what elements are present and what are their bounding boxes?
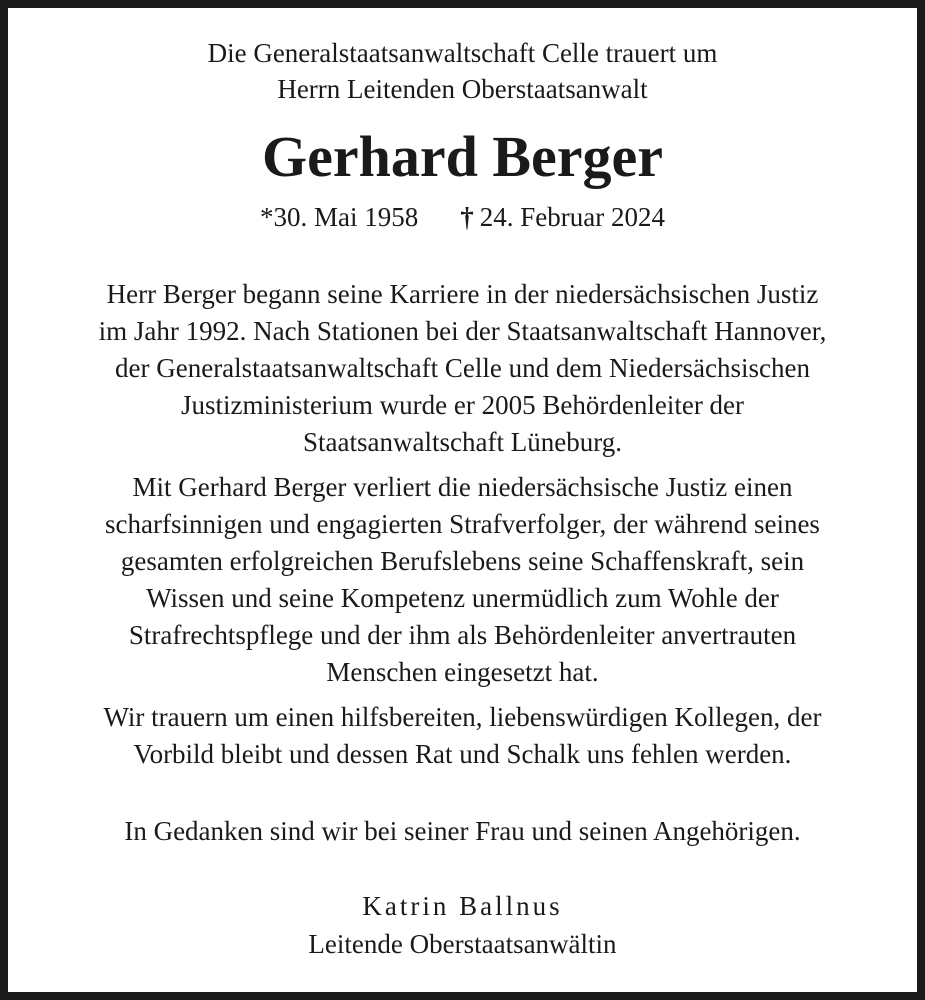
body-line: Wir trauern um einen hilfsbereiten, liebenswürdigen Kollegen, der (103, 702, 822, 732)
body-line: Mit Gerhard Berger verliert die niedersächsische Justiz einen (132, 472, 793, 502)
cross-icon: † (460, 202, 474, 232)
life-dates (8, 200, 917, 234)
body-line: Wissen und seine Kompetenz unermüdlich zum Wohle der (146, 583, 779, 613)
intro-line-1: Die Generalstaatsanwaltschaft Celle trauert um (207, 38, 718, 68)
body-line: der Generalstaatsanwaltschaft Celle und dem Niedersächsischen (115, 353, 810, 383)
body-line: Staatsanwaltschaft Lüneburg. (303, 427, 622, 457)
body-line: Strafrechtspflege und der ihm als Behördenleiter anvertrauten (128, 620, 797, 650)
death-date: 24. Februar 2024 (479, 202, 665, 232)
intro-line-2: Herrn Leitenden Oberstaatsanwalt (277, 74, 648, 104)
body-line: scharfsinnigen und engagierten Strafverfolger, der während seines (105, 509, 820, 539)
body-line: Menschen eingesetzt hat. (326, 657, 599, 687)
body-line: gesamten erfolgreichen Berufslebens seine Schaffenskraft, sein (120, 546, 805, 576)
birth-date: *30. Mai 1958 (260, 202, 419, 232)
deceased-name: Gerhard Berger (261, 124, 663, 189)
body-line: Herr Berger begann seine Karriere in der niedersächsischen Justiz (106, 279, 819, 309)
body-line: im Jahr 1992. Nach Stationen bei der Staatsanwaltschaft Hannover, (98, 316, 827, 346)
body-line: Justizministerium wurde er 2005 Behördenleiter der (180, 390, 745, 420)
signer-title: Leitende Oberstaatsanwältin (308, 929, 617, 959)
body-line: Vorbild bleibt und dessen Rat und Schalk uns fehlen werden. (133, 739, 792, 769)
closing-line: In Gedanken sind wir bei seiner Frau und seinen Angehörigen. (124, 816, 801, 846)
signer-name: Katrin Ballnus (362, 891, 563, 921)
